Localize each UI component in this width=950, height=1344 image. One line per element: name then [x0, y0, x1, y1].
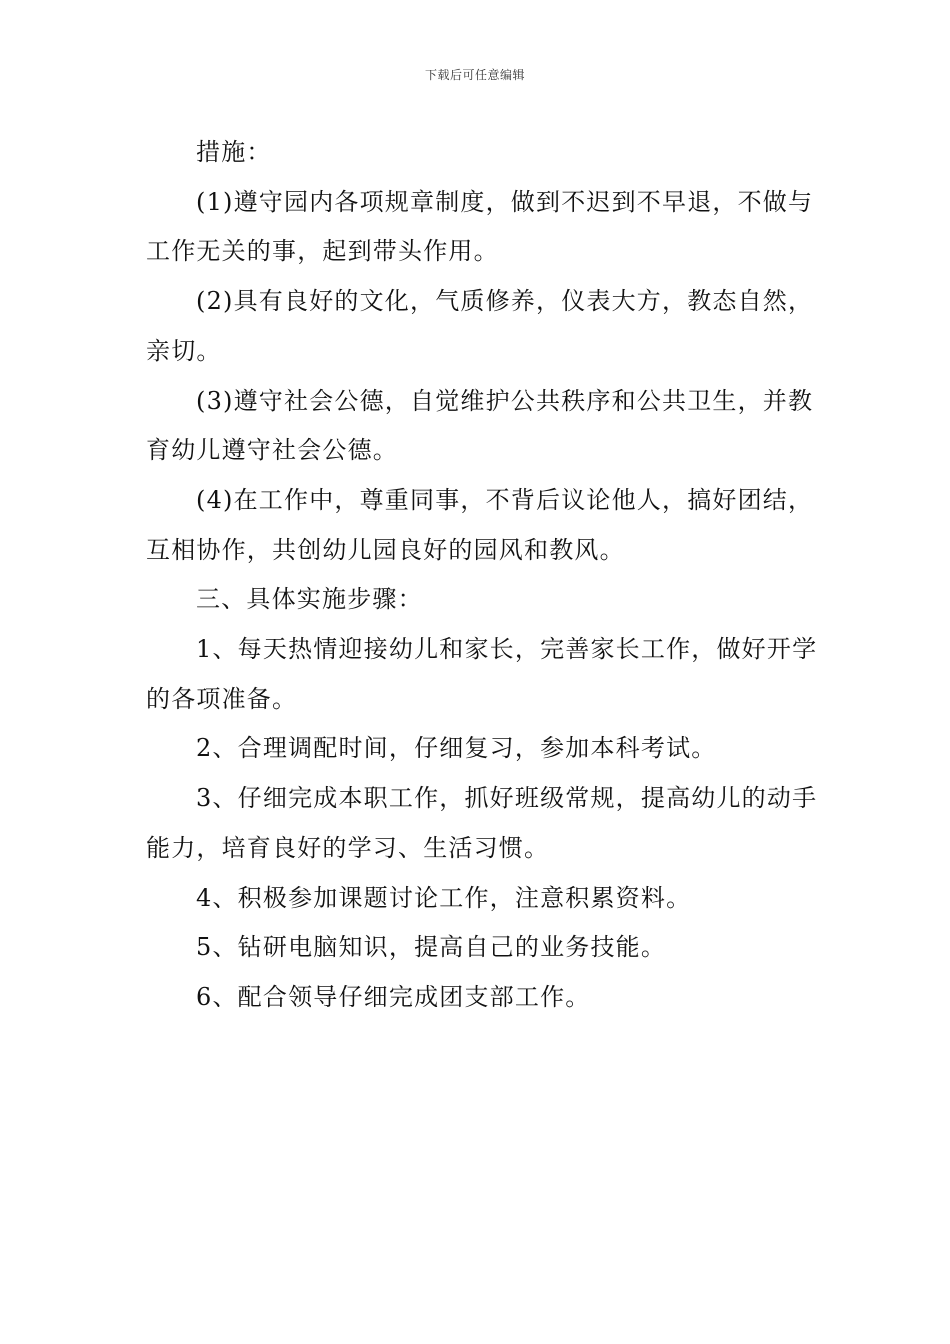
paragraph-step-6: 6、配合领导仔细完成团支部工作。 — [196, 982, 591, 1011]
header-note: 下载后可任意编辑 — [424, 68, 525, 82]
paragraph-measure-2: (2)具有良好的文化，气质修养，仪表大方，教态自然，亲切。 — [146, 287, 814, 365]
paragraph-measure-1: (1)遵守园内各项规章制度，做到不迟到不早退，不做与工作无关的事，起到带头作用。 — [146, 187, 814, 266]
paragraph-step-3: 3、仔细完成本职工作，抓好班级常规，提高幼儿的动手能力，培育良好的学习、生活习惯。 — [146, 784, 818, 862]
paragraph-measure-4: (4)在工作中，尊重同事，不背后议论他人，搞好团结，互相协作，共创幼儿园良好的园风和教风。 — [146, 485, 814, 564]
paragraph-step-1: 1、每天热情迎接幼儿和家长，完善家长工作，做好开学的各项准备。 — [146, 635, 818, 713]
paragraph-step-5: 5、钻研电脑知识，提高自己的业务技能。 — [196, 933, 667, 962]
paragraph-steps-heading: 三、具体实施步骤： — [196, 585, 423, 614]
paragraph-measure-3: (3)遵守社会公德，自觉维护公共秩序和公共卫生，并教育幼儿遵守社会公德。 — [146, 386, 814, 465]
document-body — [146, 128, 836, 1023]
paragraph-measures-heading: 措施： — [196, 138, 272, 166]
paragraph-step-2: 2、合理调配时间，仔细复习，参加本科考试。 — [196, 734, 717, 763]
paragraph-step-4: 4、积极参加课题讨论工作，注意积累资料。 — [196, 883, 692, 912]
